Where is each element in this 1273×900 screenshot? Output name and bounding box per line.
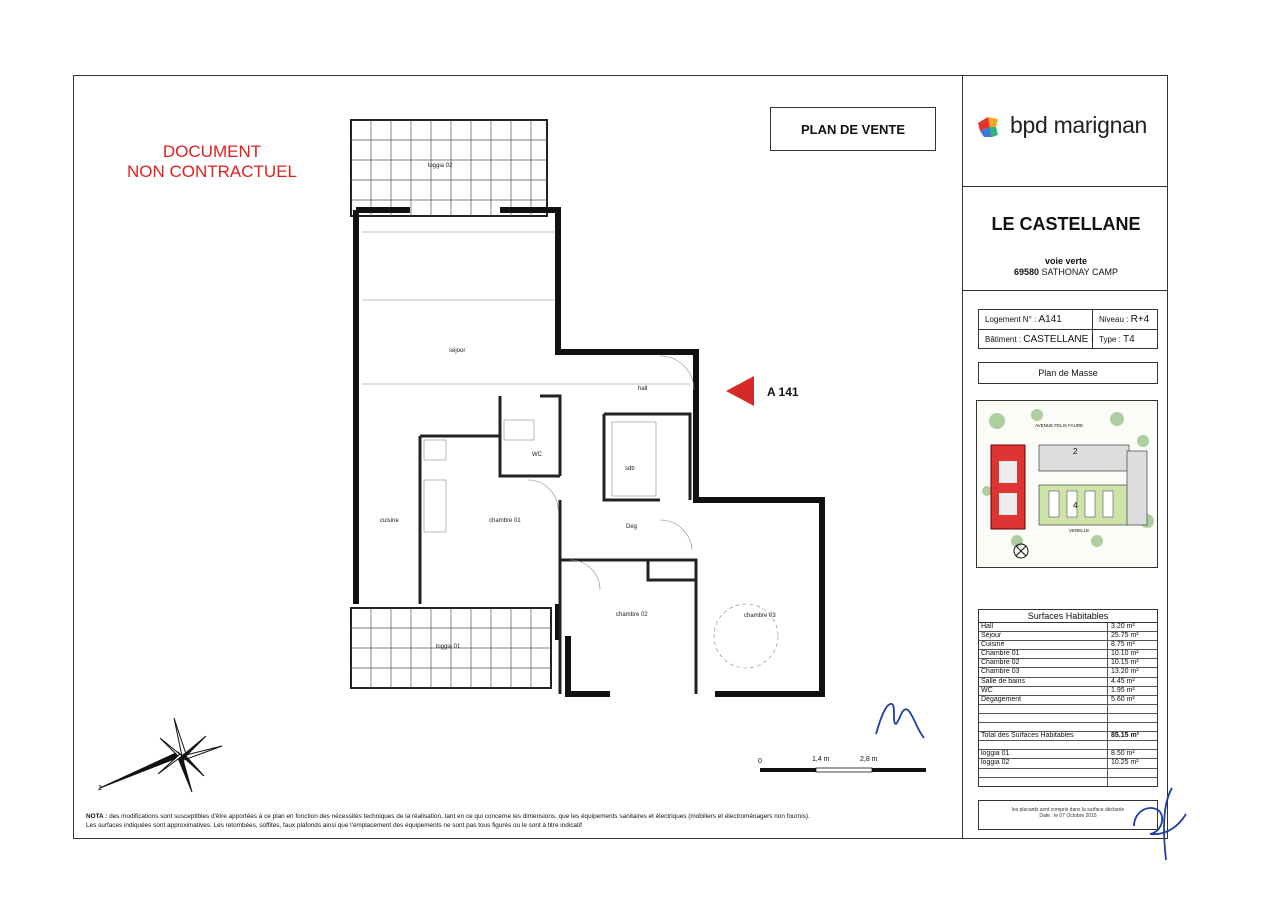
scale-label-end: 2,8 m <box>860 756 878 763</box>
surface-name: Cuisine <box>979 641 1108 649</box>
surface-row <box>979 632 1157 641</box>
surfaces-title: Surfaces Habitables <box>979 610 1157 623</box>
surface-total-label: Total des Surfaces Habitables <box>979 732 1108 740</box>
room-label-sdb: sdb <box>625 466 635 472</box>
surface-row-empty <box>979 714 1157 723</box>
massplan-street-bottom: VENELLE <box>1069 528 1090 533</box>
nota-disclaimer <box>86 812 956 830</box>
type-label: Type : <box>1099 335 1121 344</box>
room-label-chambre-02: chambre 02 <box>616 612 648 618</box>
non-contractual-watermark <box>112 142 312 182</box>
surface-value: 10.10 m² <box>1111 650 1139 658</box>
surface-row <box>979 678 1157 687</box>
surface-row <box>979 659 1157 668</box>
scale-bar <box>756 756 926 776</box>
massplan-street-top: AVENUE FELIX FAURE <box>1035 423 1084 428</box>
unit-info-table <box>978 309 1158 349</box>
unit-info-row-2 <box>979 330 1157 349</box>
surface-value: 10.15 m² <box>1111 659 1139 667</box>
site-mass-plan <box>976 400 1158 568</box>
scale-label-mid: 1,4 m <box>812 756 830 763</box>
surface-extra-row <box>979 759 1157 768</box>
watermark-line-1: DOCUMENT <box>162 142 262 161</box>
unit-flag-label: A 141 <box>767 385 799 399</box>
massplan-label-box <box>978 362 1158 384</box>
surface-name: WC <box>979 687 1108 695</box>
surface-row <box>979 623 1157 632</box>
room-label-loggia-02: loggia 02 <box>428 163 453 169</box>
type-value: T4 <box>1123 334 1135 345</box>
nota-prefix: NOTA : <box>86 813 108 820</box>
room-label-deg: Deg <box>626 524 638 530</box>
compass-rose-icon <box>96 716 226 796</box>
brand-logo-icon <box>976 113 1002 139</box>
surface-value: 25.75 m² <box>1111 632 1139 640</box>
surface-name: Chambre 02 <box>979 659 1108 667</box>
project-street: voie verte <box>1044 256 1088 266</box>
massplan-building-4: 4 <box>1073 501 1078 510</box>
cartouche-separator <box>963 186 1168 187</box>
project-address <box>964 256 1168 278</box>
niveau-label: Niveau : <box>1099 315 1129 324</box>
surface-value: 5.60 m² <box>1111 695 1135 703</box>
footnote-line-1: les placards sont compris dans la surface déclarée <box>1011 807 1125 813</box>
batiment-label: Bâtiment : <box>985 335 1022 344</box>
surface-value: 4.45 m² <box>1111 677 1135 685</box>
brand-logo <box>976 112 1147 139</box>
nota-line-1: des modifications sont susceptibles d'être apportées à ce plan en fonction des nécessités techniques de la réalisation, tant en ce qui concerne les dimensions, que les équipements sanitaires et électriques (mobiliers et électroménagers non fournis). <box>107 813 810 820</box>
batiment-value: CASTELLANE I <box>1023 334 1094 345</box>
room-label-chambre-03: chambre 03 <box>744 613 776 619</box>
nota-line-2: Les surfaces indiquées sont approximatives. Les retombées, soffites, faux plafonds ainsi que l'emplacement des équipements ne sont pas tous figurés ou le sont à titre indicatif <box>86 822 582 829</box>
surface-row-empty <box>979 741 1157 750</box>
surface-row-empty <box>979 705 1157 714</box>
svg-text:z: z <box>98 783 102 792</box>
brand-name: bpd marignan <box>1010 112 1148 138</box>
surface-value: 3.20 m² <box>1111 623 1135 630</box>
surface-value: 1.95 m² <box>1111 686 1135 694</box>
handwritten-approval-signature <box>1128 784 1194 864</box>
room-label-hall: hall <box>638 386 648 392</box>
surface-row <box>979 650 1157 659</box>
surface-row-empty <box>979 723 1157 732</box>
project-city: SATHONAY CAMP <box>1041 267 1119 277</box>
niveau-value: R+4 <box>1130 314 1150 325</box>
logement-value: A141 <box>1038 314 1062 325</box>
surface-total-row <box>979 732 1157 741</box>
surface-total-value: 85.15 m² <box>1111 732 1140 740</box>
surface-name: Hall <box>979 623 1108 631</box>
massplan-label: Plan de Masse <box>1038 368 1098 378</box>
room-label-cuisine: cuisine <box>380 518 399 524</box>
cartouche-divider <box>962 75 963 839</box>
massplan-building-2: 2 <box>1073 447 1078 456</box>
surface-name: Chambre 03 <box>979 668 1108 676</box>
watermark-line-2: NON CONTRACTUEL <box>126 162 297 181</box>
surfaces-table <box>978 609 1158 787</box>
surface-row <box>979 668 1157 677</box>
surface-name: Chambre 01 <box>979 650 1108 658</box>
room-label-loggia-01: loggia 01 <box>436 644 461 650</box>
unit-info-row-1 <box>979 310 1157 330</box>
surface-extra-name: loggia 02 <box>979 759 1108 767</box>
floor-plan <box>340 112 840 712</box>
surface-extra-name: loggia 01 <box>979 750 1108 758</box>
logement-label: Logement N° : <box>985 315 1037 324</box>
surface-name: Salle de bains <box>979 678 1108 686</box>
room-label-chambre-01: chambre 01 <box>489 518 521 524</box>
handwritten-initial-signature <box>870 694 930 744</box>
surface-value: 8.75 m² <box>1111 641 1135 649</box>
scale-label-zero: 0 <box>758 758 762 765</box>
surface-row-empty <box>979 769 1157 778</box>
project-postcode: 69580 <box>1013 267 1039 277</box>
surface-row <box>979 696 1157 705</box>
surface-value: 13.20 m² <box>1111 668 1139 676</box>
surface-row <box>979 641 1157 650</box>
surface-row <box>979 687 1157 696</box>
cartouche-separator <box>963 290 1168 291</box>
project-title: LE CASTELLANE <box>991 214 1141 234</box>
room-label-sejour: séjour <box>449 348 466 354</box>
surface-extra-value: 10.25 m² <box>1111 759 1139 767</box>
surface-name: Dégagement <box>979 696 1108 704</box>
surface-extra-value: 8.50 m² <box>1111 750 1135 758</box>
footnote-line-2: Date : le 07 Octobre 2015 <box>1039 813 1097 819</box>
surface-extra-row <box>979 750 1157 759</box>
unit-flag-marker <box>726 376 754 406</box>
plan-de-vente-label: PLAN DE VENTE <box>800 121 905 137</box>
surface-name: Séjour <box>979 632 1108 640</box>
room-label-wc: WC <box>532 452 542 458</box>
